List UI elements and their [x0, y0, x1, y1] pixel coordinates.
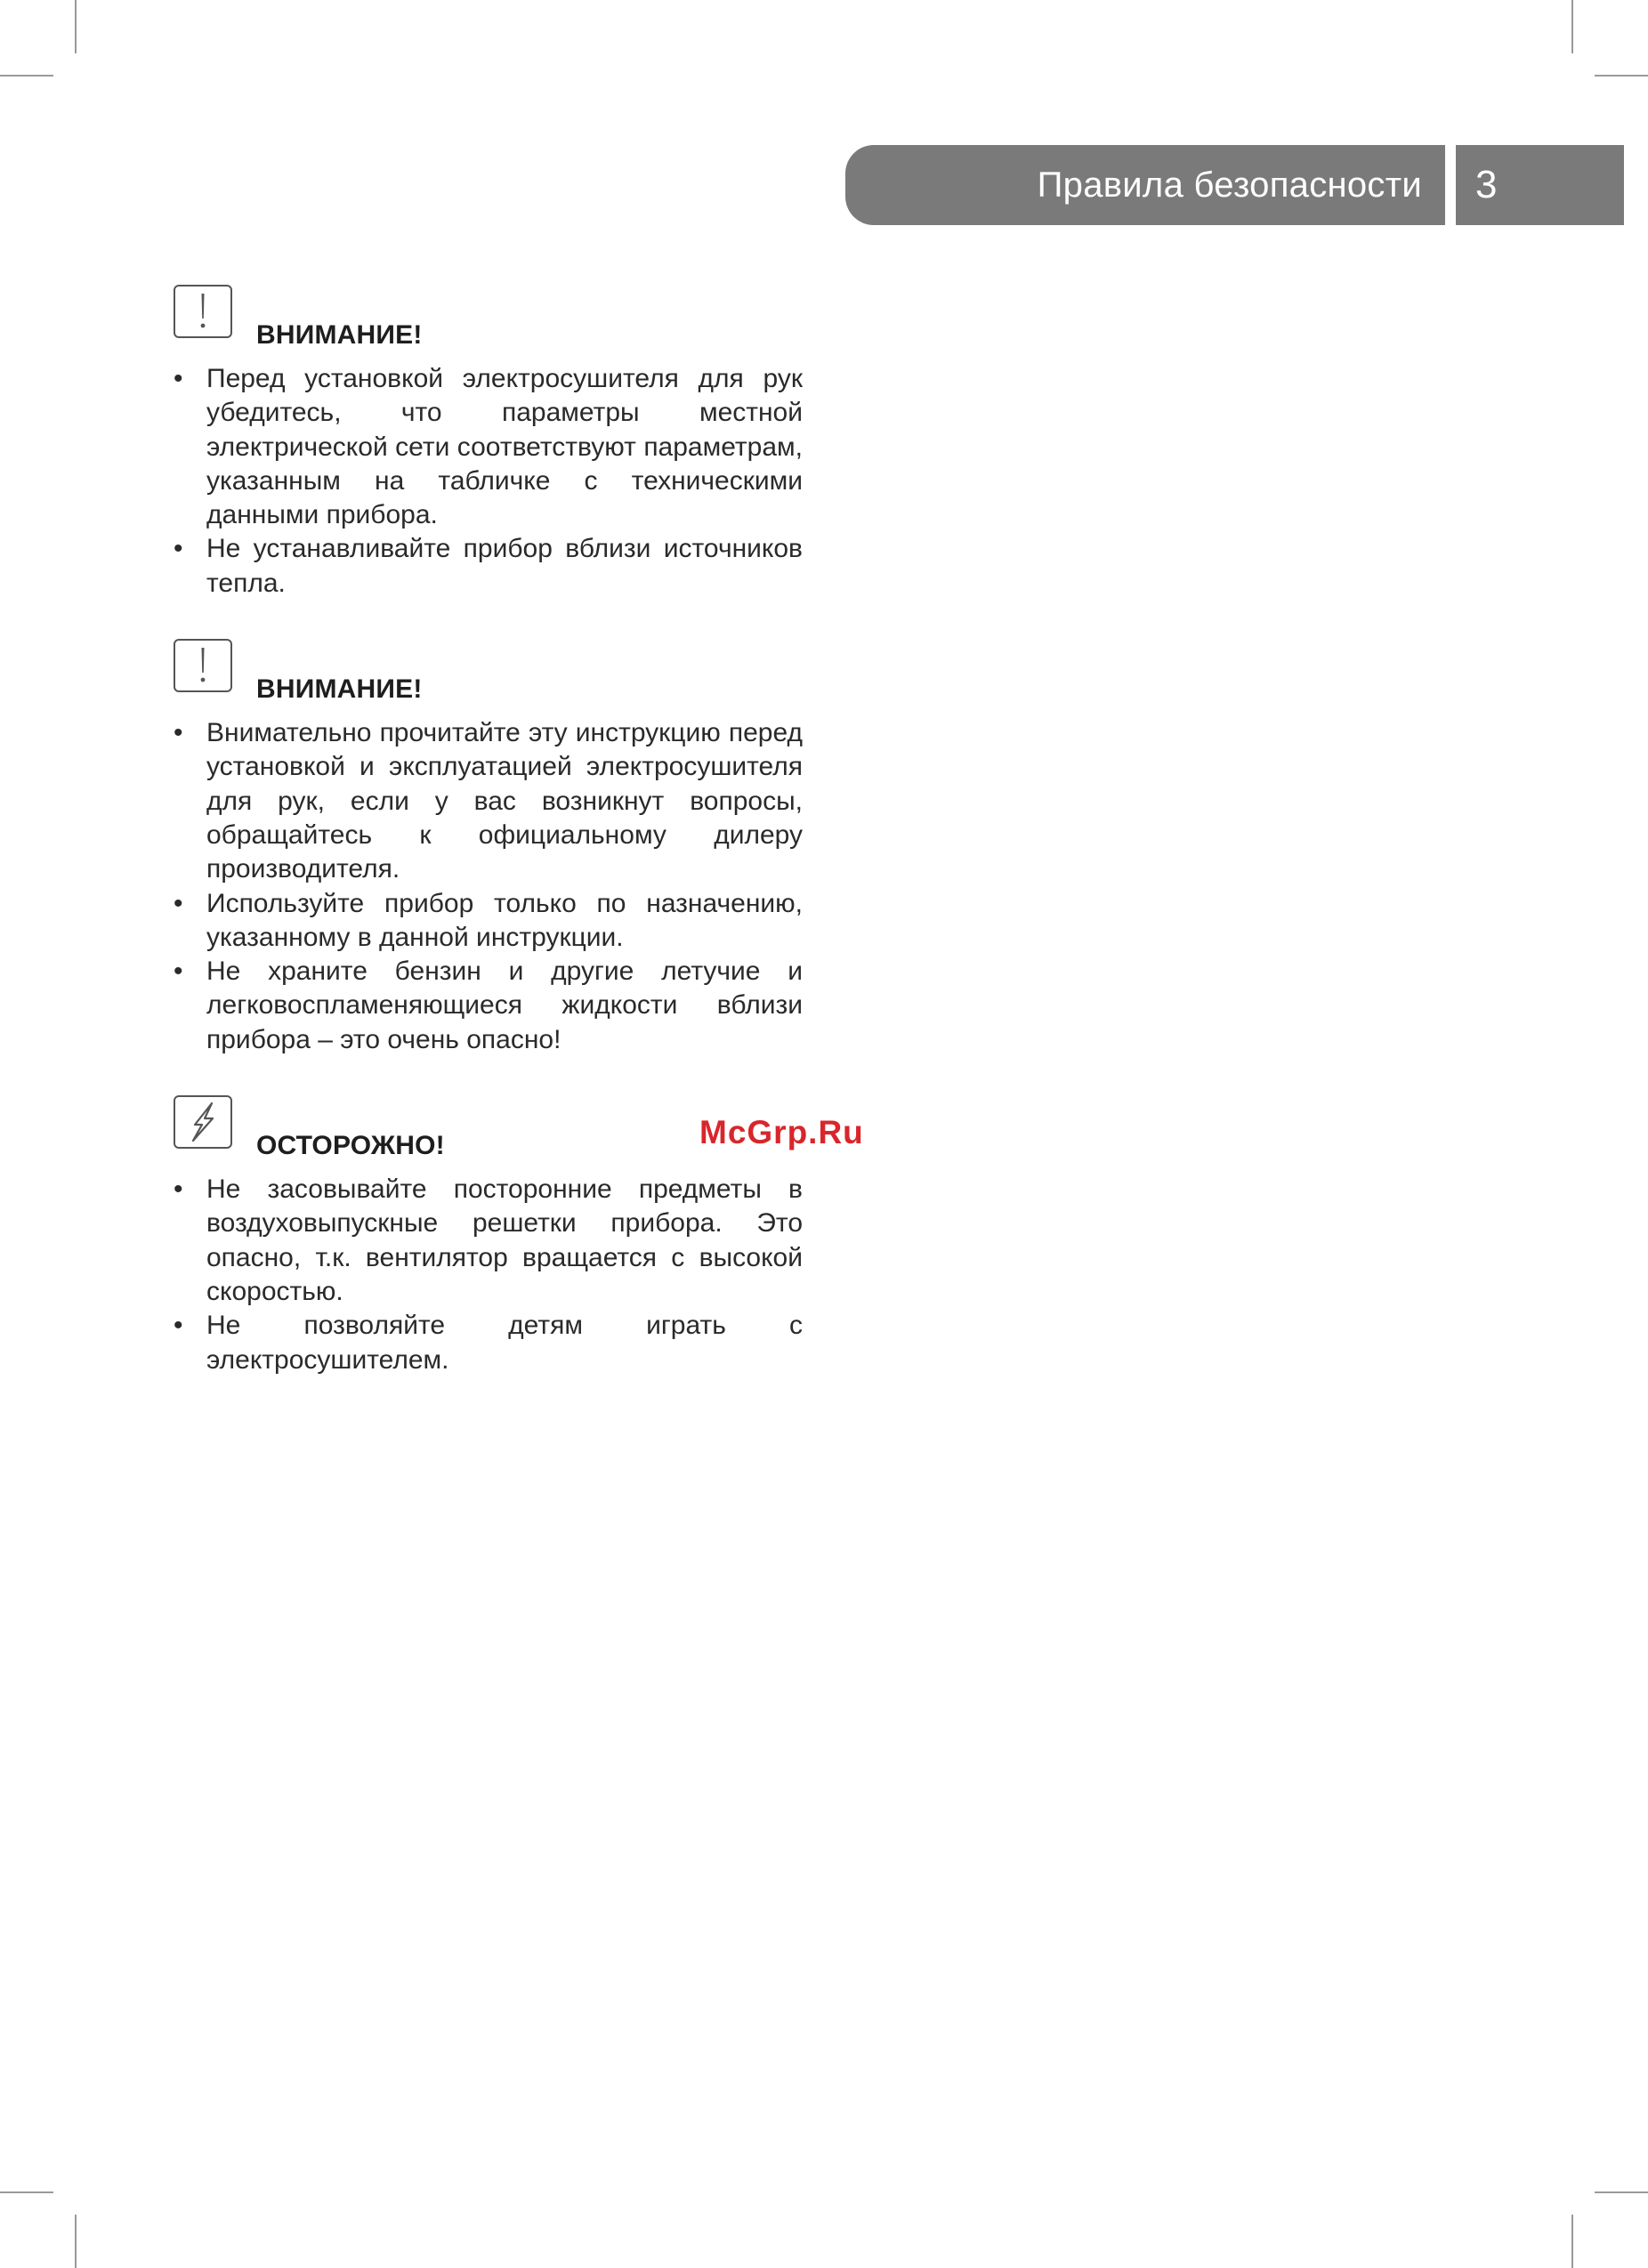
caution-list: [174, 1173, 803, 1377]
exclamation-warning-icon: [174, 285, 232, 338]
bullet-icon: •: [174, 1311, 183, 1341]
crop-mark: [1595, 2191, 1648, 2193]
bullet-icon: •: [174, 364, 183, 393]
lightning-caution-icon: [174, 1095, 232, 1149]
crop-mark: [0, 2191, 53, 2193]
page-number: 3: [1475, 163, 1498, 206]
warning-section-2: [174, 639, 803, 1057]
section-title: Правила безопасности: [1037, 165, 1422, 205]
crop-mark: [1571, 2215, 1573, 2268]
crop-mark: [75, 0, 77, 53]
warning-header: [174, 285, 803, 367]
bullet-icon: •: [174, 534, 183, 564]
list-item: • Перед установкой электросушителя для рук убедитесь, что параметры местной электрической сети соответствуют параметрам, указанным на табличке с техническими данными прибора.: [174, 364, 803, 530]
list-item: • Не храните бензин и другие летучие и легковоспламеняющиеся жидкости вблизи прибора – это очень опасно!: [174, 956, 803, 1054]
bullet-icon: •: [174, 1174, 183, 1205]
bullet-icon: •: [174, 888, 183, 918]
section-header-tab: [845, 145, 1445, 225]
caution-title: ОСТОРОЖНО!: [256, 1131, 445, 1161]
list-item: • Внимательно прочитайте эту инструкцию перед установкой и эксплуатацией электросушителя для рук, если у вас возникнут вопросы, обращайтесь к официальному дилеру производителя.: [174, 718, 803, 884]
warning-list: [174, 362, 803, 601]
list-item: • Используйте прибор только по назначению, указанному в данной инструкции.: [174, 888, 803, 952]
warning-list: [174, 716, 803, 1057]
bullet-icon: •: [174, 718, 183, 748]
page-number-box: [1456, 145, 1624, 225]
warning-title: ВНИМАНИЕ!: [256, 320, 423, 350]
list-item: • Не засовывайте посторонние предметы в воздуховыпускные решетки прибора. Это опасно, т.к. вентилятор вращается с высокой скоростью.: [174, 1174, 803, 1306]
list-item: • Не устанавливайте прибор вблизи источников тепла.: [174, 534, 803, 598]
bullet-icon: •: [174, 956, 183, 987]
warning-section-1: [174, 285, 803, 601]
list-item: • Не позволяйте детям играть с электросушителем.: [174, 1311, 803, 1375]
crop-mark: [1571, 0, 1573, 53]
exclamation-warning-icon: [174, 639, 232, 692]
warning-header: [174, 639, 803, 722]
watermark-text: McGrp.Ru: [699, 1114, 864, 1150]
crop-mark: [1595, 75, 1648, 77]
crop-mark: [0, 75, 53, 77]
content-column: [174, 285, 803, 1416]
warning-title: ВНИМАНИЕ!: [256, 674, 423, 705]
crop-mark: [75, 2215, 77, 2268]
